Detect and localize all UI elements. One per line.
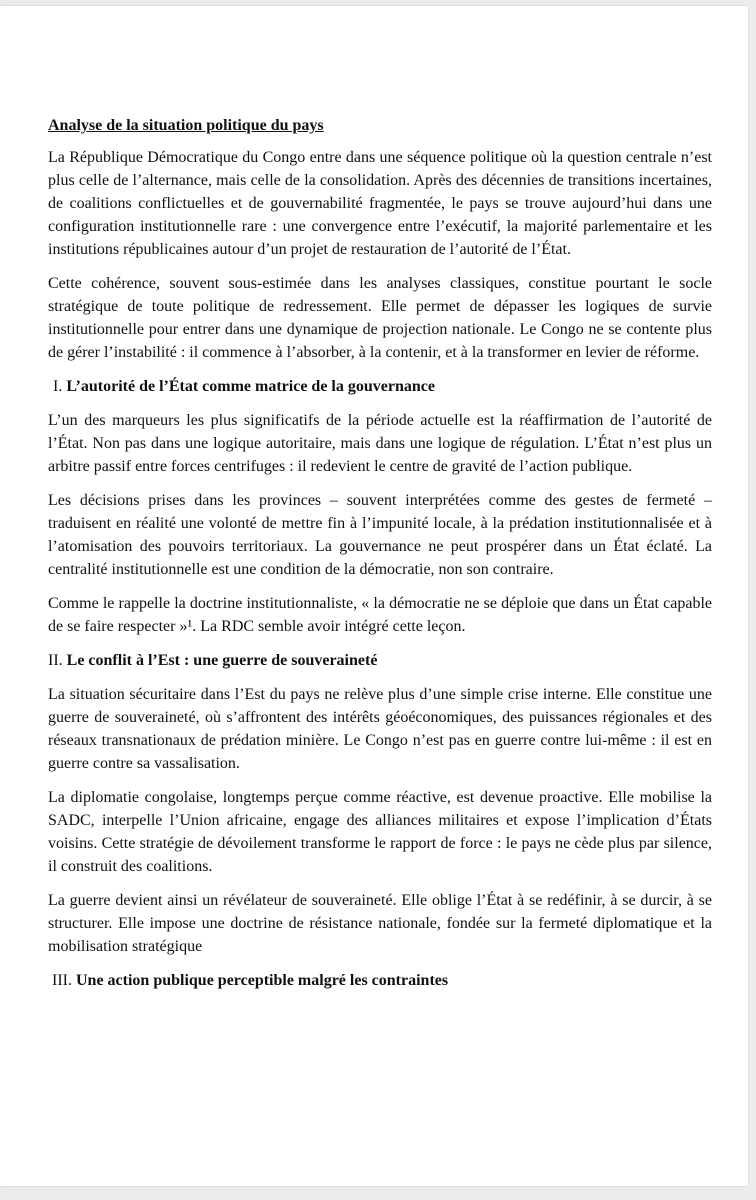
section-paragraph: La guerre devient ainsi un révélateur de souveraineté. Elle oblige l’État à se redéfinir, à se durcir, à se structurer. Elle impose une doctrine de résistance nationale, fondée sur la fermeté diplomatique et la mobilisation stratégique (48, 892, 712, 955)
document-body (48, 114, 712, 1003)
section-title: Le conflit à l’Est : une guerre de souveraineté (66, 652, 378, 669)
section-paragraph: L’un des marqueurs les plus significatifs de la période actuelle est la réaffirmation de l’autorité de l’État. Non pas dans une logique autoritaire, mais dans une logique de régulation. L’État n’est plus un arbitre passif entre forces centrifuges : il redevient le centre de gravité de l’action publique. (48, 412, 712, 475)
section-number: II. (48, 652, 63, 669)
document-title: Analyse de la situation politique du pays (48, 117, 324, 134)
section-number: I. (53, 378, 63, 395)
section-paragraph: La diplomatie congolaise, longtemps perçue comme réactive, est devenue proactive. Elle mobilise la SADC, interpelle l’Union africaine, engage des alliances militaires et expose l’implication d’États voisins. Cette stratégie de dévoilement transforme le rapport de force : le pays ne cède plus par silence, il construit des coalitions. (48, 789, 712, 875)
section-heading-2 (48, 649, 712, 672)
section-title: Une action publique perceptible malgré les contraintes (75, 972, 449, 989)
section-heading-3 (48, 969, 712, 992)
section-title: L’autorité de l’État comme matrice de la gouvernance (66, 378, 435, 395)
document-page (0, 6, 748, 1186)
section-paragraph: Comme le rappelle la doctrine institutionnaliste, « la démocratie ne se déploie que dans un État capable de se faire respecter »¹. La RDC semble avoir intégré cette leçon. (48, 595, 712, 635)
intro-paragraph: Cette cohérence, souvent sous-estimée dans les analyses classiques, constitue pourtant le socle stratégique de toute politique de redressement. Elle permet de dépasser les logiques de survie institutionnelle pour entrer dans une dynamique de projection nationale. Le Congo ne se contente plus de gérer l’instabilité : il commence à l’absorber, à la contenir, et à la transformer en levier de réforme. (48, 275, 712, 361)
section-number: III. (52, 972, 72, 989)
intro-paragraph: La République Démocratique du Congo entre dans une séquence politique où la question centrale n’est plus celle de l’alternance, mais celle de la consolidation. Après des décennies de transitions incertaines, de coalitions conflictuelles et de gouvernabilité fragmentée, le pays se trouve aujourd’hui dans une configuration institutionnelle rare : une convergence entre l’exécutif, la majorité parlementaire et les institutions républicaines autour d’un projet de restauration de l’autorité de l’État. (48, 149, 712, 258)
section-paragraph: La situation sécuritaire dans l’Est du pays ne relève plus d’une simple crise interne. Elle constitue une guerre de souveraineté, où s’affrontent des intérêts géoéconomiques, des puissances régionales et des réseaux transnationaux de prédation minière. Le Congo n’est pas en guerre contre lui-même : il est en guerre contre sa vassalisation. (48, 686, 712, 772)
section-heading-1 (48, 375, 712, 398)
section-paragraph: Les décisions prises dans les provinces – souvent interprétées comme des gestes de fermeté – traduisent en réalité une volonté de mettre fin à l’impunité locale, à la prédation institutionnalisée et à l’atomisation des pouvoirs territoriaux. La gouvernance ne peut prospérer dans un État éclaté. La centralité institutionnelle est une condition de la démocratie, non son contraire. (48, 492, 712, 578)
